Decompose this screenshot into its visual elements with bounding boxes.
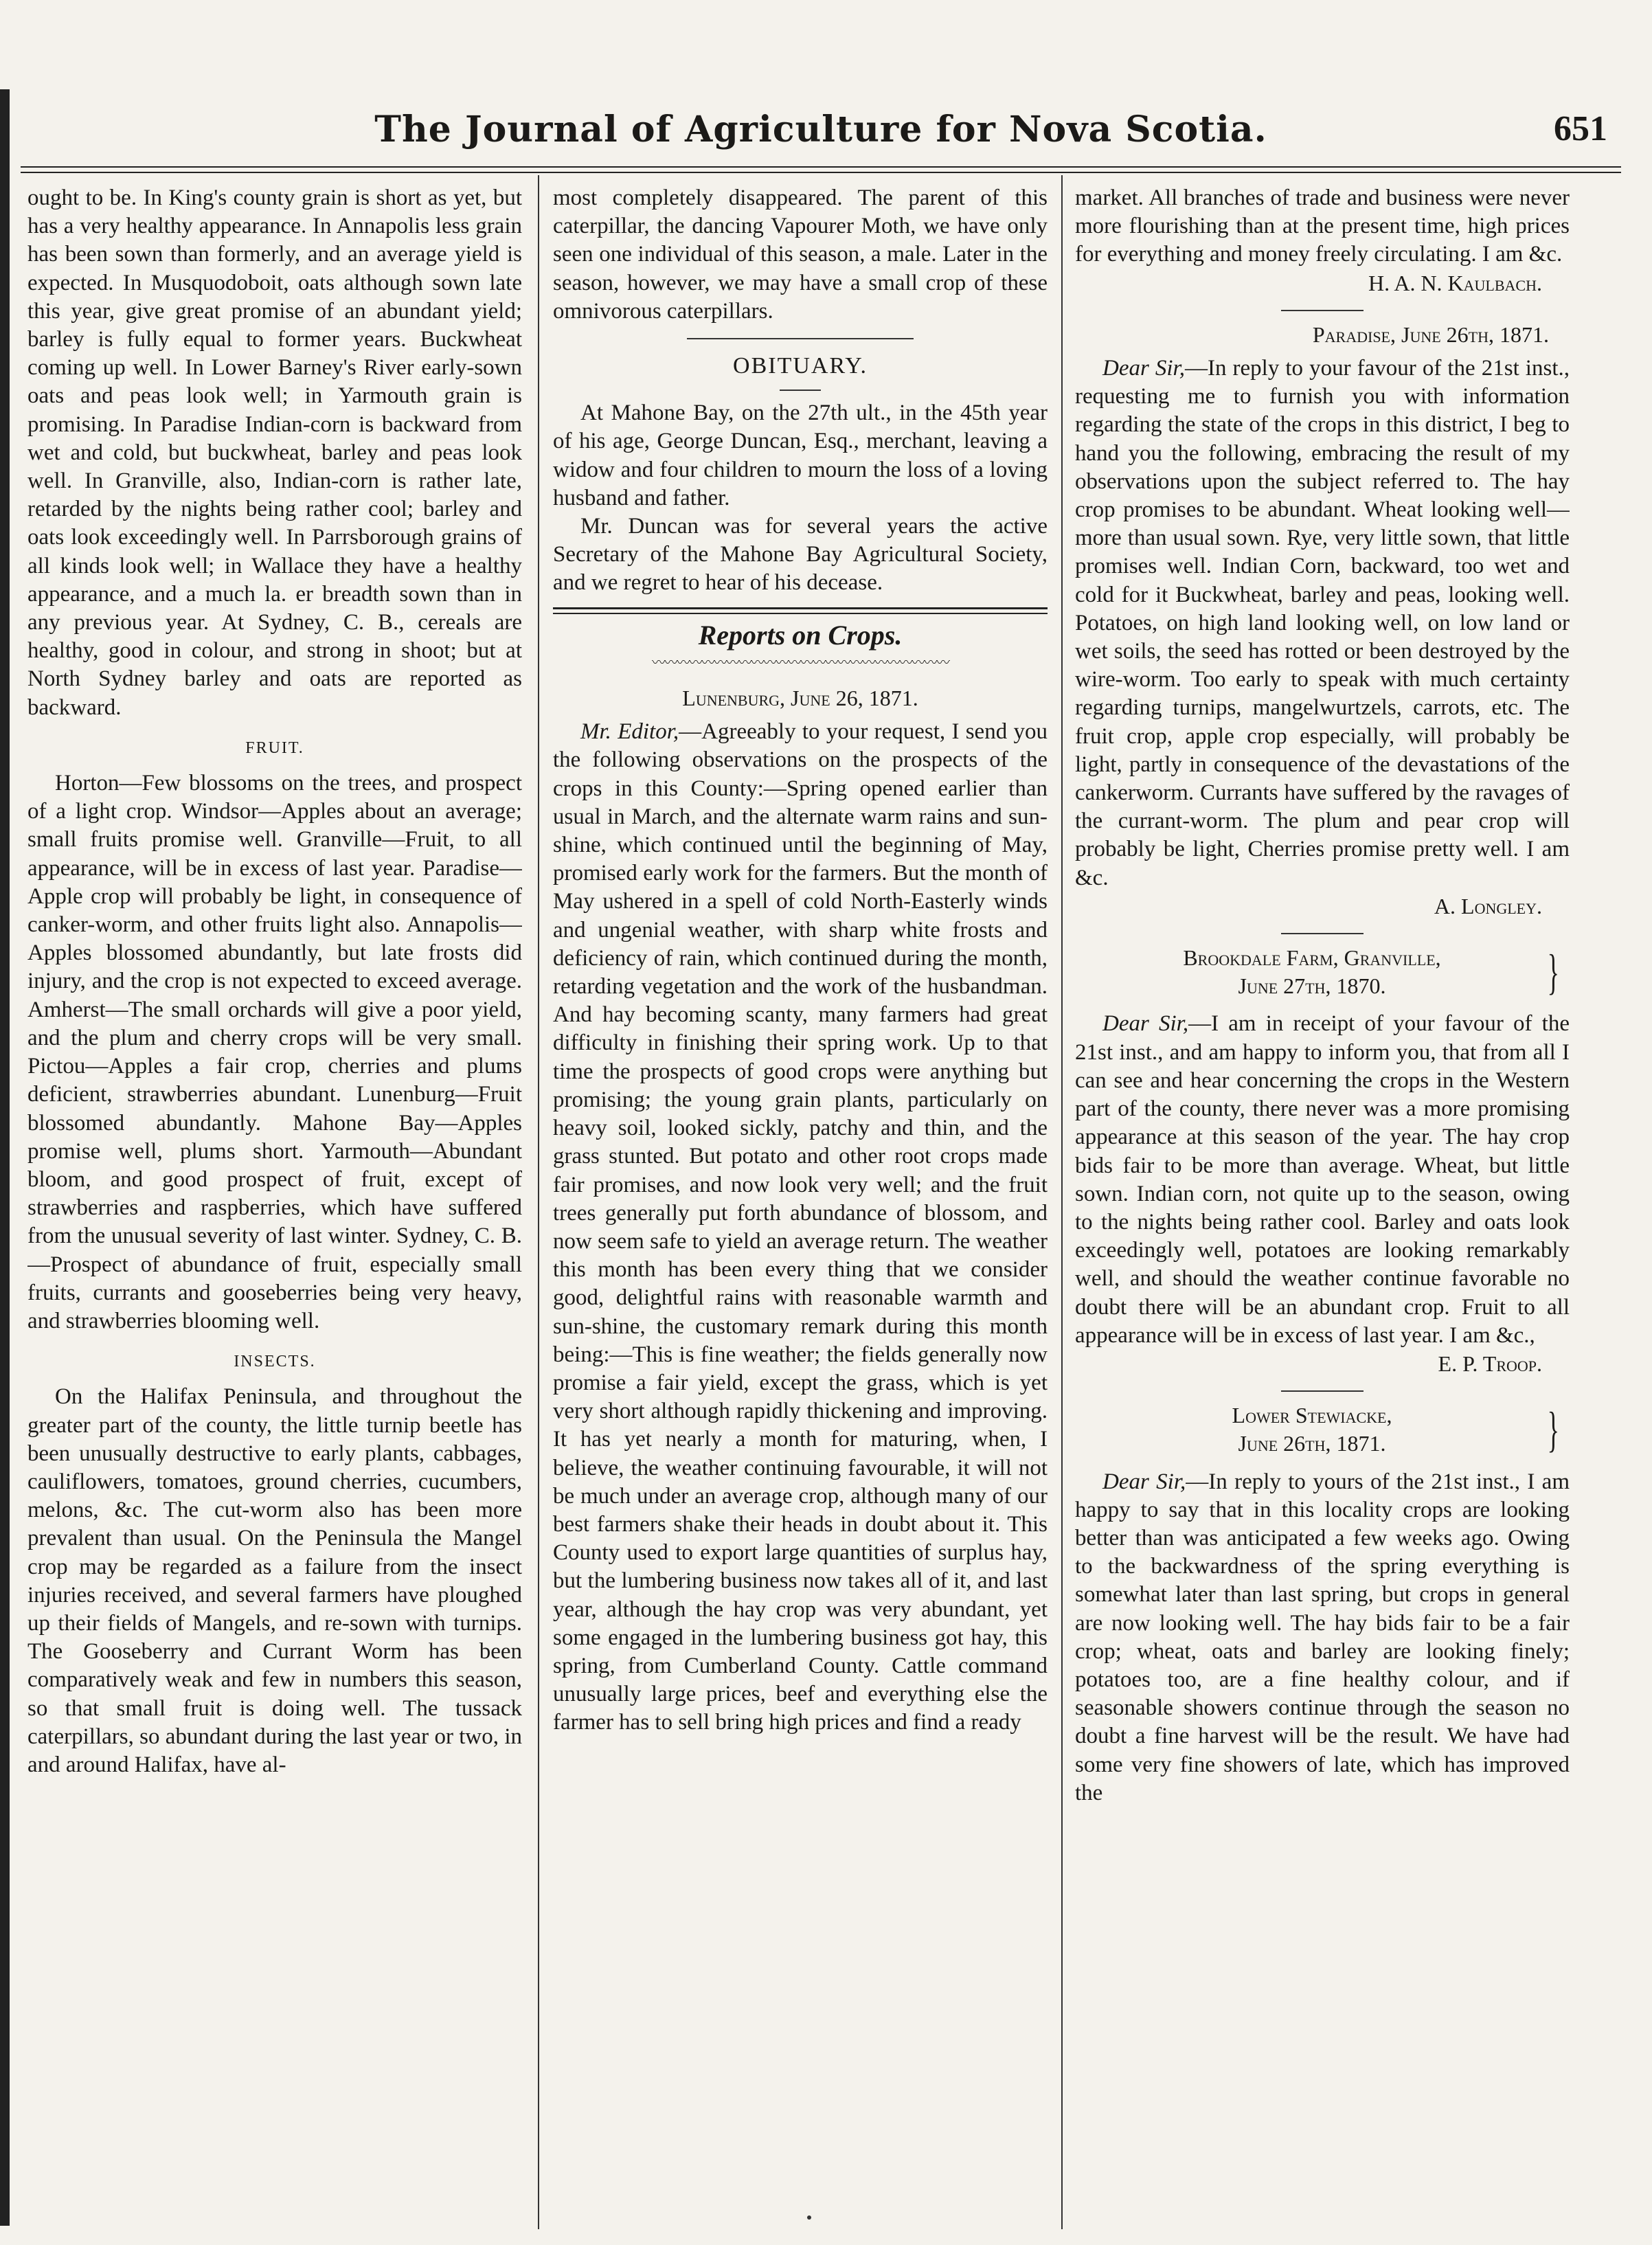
column-1: [27, 184, 522, 2224]
letter-body: —I am in receipt of your favour of the 21st inst., and am happy to inform you, that from all I can see and hear concerning the crops in the Western part of the county, there never was a more promising appearance at this season of the year. The hay crop bids fair to be more than average. Wheat, but little sown. Indian corn, not quite up to the season, owing to the nights being rather cool. Barley and oats look exceedingly well, potatoes are looking remarkably well, and should the weather continue favorable no doubt there will be an abundant crop. Fruit to all appearance will be in excess of last year. I am &c.,: [1075, 1011, 1570, 1348]
signature: E. P. Troop.: [1438, 1351, 1542, 1376]
separator-rule: [780, 390, 821, 391]
subheading-insects: INSECTS.: [234, 1353, 316, 1371]
footer-dot: [807, 2215, 811, 2220]
paragraph: most completely disappeared. The parent of this caterpillar, the dancing Vapourer Moth, we have only seen one individual of this season, a male. Later in the season, however, we may have a small crop of these omnivorous caterpillars.: [553, 185, 1048, 324]
letter-body: —In reply to yours of the 21st inst., I am happy to say that in this locality crops are looking better than was anticipated a few weeks ago. Owing to the backwardness of the spring everything is somewhat later than last spring, but crops in general are now looking well. The hay bids fair to be a fair crop; wheat, oats and barley are looking finely; potatoes too, are a fine healthy colour, and if seasonable showers continue through the season no doubt a fine harvest will be the result. We have had some very fine showers of late, which has improved the: [1075, 1469, 1570, 1805]
dateline-date: June 27th, 1870.: [1238, 973, 1386, 999]
paragraph: ought to be. In King's county grain is short as yet, but has a very healthy appearance. In Annapolis less grain has been sown than formerly, and an average yield is expected. In Musquodoboit, oats although sown late this year, give great promise of an abundant yield; barley is fully equal to former years. Buckwheat coming up well. In Lower Barney's River early-sown oats and peas look well; in Yarmouth grain is promising. In Paradise Indian-corn is backward from wet and cold, but buckwheat, barley and peas look well. In Granville, also, Indian-corn is rather late, retarded by the nights being rather cool; barley and oats look exceedingly well. In Parrsborough grains of all kinds look well; in Wallace they have a healthy appearance, and a much la. er breadth sown than in any previous year. At Sydney, C. B., cereals are healthy, good in colour, and strong in shoot; but at North Sydney barley and oats are reported as backward.: [27, 185, 522, 720]
column-divider: [538, 175, 539, 2229]
journal-title: The Journal of Agriculture for Nova Scotia.: [374, 109, 1267, 150]
brace-glyph: }: [1548, 945, 1560, 1000]
paragraph: At Mahone Bay, on the 27th ult., in the 45th year of his age, George Duncan, Esq., merchant, leaving a widow and four children to mourn the loss of a loving husband and father.: [553, 401, 1048, 510]
letter-paragraph: [553, 718, 1048, 1737]
dateline-place: Brookdale Farm, Granville,: [1183, 945, 1441, 971]
signature: H. A. N. Kaulbach.: [1368, 270, 1542, 295]
subheading-fruit: FRUIT.: [245, 738, 304, 757]
separator-rule: [1281, 933, 1364, 934]
letter-body: —In reply to your favour of the 21st inst., requesting me to furnish you with information regarding the state of the crops in this district, I beg to hand you the following, embracing the result of my observations upon the subject referred to. The hay crop promises to be abundant. Wheat looking well—more than usual sown. Rye, very little sown, that little promises well. Indian Corn, backward, too wet and cold for it Buckwheat, barley and peas, looking well. Potatoes, on high land looking well, on low land or wet soils, the seed has rotted or been destroyed by the wire-worm. Too early to speak with much certainty regarding turnips, mangelwurtzels, carrots, etc. The fruit crop, apple crop especially, will probably be light, partly in consequence of the devastations of the cankerworm. Currants have suffered by the ravages of the currant-worm. The plum and pear crop will probably be light, Cherries promise pretty well. I am &c.: [1075, 356, 1570, 890]
letter-paragraph: [1075, 1468, 1570, 1807]
section-title: Reports on Crops.: [698, 619, 903, 651]
salutation: Dear Sir,: [1102, 1469, 1186, 1494]
dateline: Lunenburg, June 26, 1871.: [682, 686, 918, 711]
brace-glyph: }: [1548, 1402, 1560, 1458]
salutation: Dear Sir,: [1102, 1011, 1189, 1037]
dateline: Paradise, June 26th, 1871.: [1312, 321, 1549, 347]
column-2: [553, 184, 1048, 2224]
letter-body: —Agreeably to your request, I send you the following observations on the prospects of the crops in this County:—Spring opened earlier than usual in March, and the alternate warm rains and sun-shine, which continued until the beginning of May, promised early work for the farmers. But the month of May ushered in a spell of cold North-Easterly winds and ungenial weather, with sharp white frosts and deficiency of rain, which continued during the month, retarding vegetation and the work of the husbandman. And hay becoming scanty, many farmers had great difficulty in finishing their spring work. Up to that time the prospects of good crops were anything but promising; the young grain plants, particularly on heavy soil, looked sickly, patchy and thin, and the grass stunted. But potato and other root crops made fair promises, and now look very well; and the fruit trees generally put forth abundance of blossom, and now seem safe to yield an average return. The weather this month has been every thing that we consider good, delightful rains with reasonable warmth and sun-shine, the customary remark during this month being:—This is fine weather; the fields generally now promise a fair yield, except the grass, which is yet very short although rapidly thickening and improving. It has yet nearly a month for maturing, when, I believe, the weather continuing favourable, it will not be much under an average crop, although many of our best farmers shake their heads in doubt about it. This County used to export large quantities of surplus hay, but the lumbering business now takes all of it, and last year, although the hay crop was very abundant, yet some engaged in the lumbering business got hay, this spring, from Cumberland County. Cattle command unusually large prices, beef and everything else the farmer has to sell bring high prices and find a ready: [553, 719, 1048, 1735]
paragraph: On the Halifax Peninsula, and throughout the greater part of the county, the little turnip beetle has been unusually destructive to early plants, cabbages, cauliflowers, tomatoes, ground cherries, cucumbers, melons, &c. The cut-worm also has been more prevalent than usual. On the Peninsula the Mangel crop may be regarded as a failure from the insect injuries received, and several farmers have ploughed up their fields of Mangels, and re-sown with turnips. The Gooseberry and Currant Worm has been comparatively weak and few in numbers this season, so that small fruit is doing well. The tussack caterpillars, so abundant during the last year or two, in and around Halifax, have al-: [27, 1384, 522, 1777]
separator-rule: [1281, 310, 1364, 311]
signature: A. Longley.: [1434, 893, 1542, 918]
section-rule: [553, 607, 1048, 614]
letter-paragraph: [1075, 1010, 1570, 1349]
header-rule: [21, 166, 1621, 173]
page-number: 651: [1554, 109, 1607, 148]
paragraph: market. All branches of trade and business were never more flourishing than at the present time, high prices for everything and money freely circulating. I am &c.: [1075, 185, 1570, 267]
dateline-date: June 26th, 1871.: [1238, 1431, 1386, 1456]
paragraph: Horton—Few blossoms on the trees, and prospect of a light crop. Windsor—Apples about an average; small fruits promise well. Granville—Fruit, to all appearance, will be in excess of last year. Paradise—Apple crop will probably be light, in consequence of canker-worm, and other fruits light also. Annapolis—Apples blossomed abundantly, but late frosts did injury, and the crop is not expected to exceed average. Amherst—The small orchards will give a poor yield, and the plum and cherry crops will be very small. Pictou—Apples a fair crop, cherries and plums deficient, strawberries abundant. Lunenburg—Fruit blossomed abundantly. Mahone Bay—Apples promise well, plums short. Yarmouth—Abundant bloom, and good prospect of fruit, except of strawberries and raspberries, which have suffered from the unusual severity of last winter. Sydney, C. B.—Prospect of abundance of fruit, especially small fruits, currants and gooseberries being very heavy, and strawberries blooming well.: [27, 771, 522, 1333]
heading-obituary: OBITUARY.: [733, 353, 868, 379]
separator-rule: [687, 338, 914, 339]
salutation: Mr. Editor,: [580, 719, 679, 745]
page-header: [21, 103, 1621, 165]
page-binding-edge: [0, 89, 10, 2226]
wave-ornament: 〰〰〰〰〰〰〰〰〰〰〰〰〰〰〰〰〰〰〰〰〰〰〰〰: [652, 655, 949, 670]
paragraph: Mr. Duncan was for several years the active Secretary of the Mahone Bay Agricultural Society, and we regret to hear of his decease.: [553, 514, 1048, 596]
salutation: Dear Sir,: [1102, 356, 1185, 381]
column-divider: [1061, 175, 1063, 2229]
dateline-block: [1075, 1401, 1570, 1458]
dateline-place: Lower Stewiacke,: [1232, 1403, 1392, 1428]
separator-rule: [1281, 1390, 1364, 1392]
letter-paragraph: [1075, 354, 1570, 892]
dateline-block: [1075, 944, 1570, 1000]
column-3: [1075, 184, 1570, 2224]
